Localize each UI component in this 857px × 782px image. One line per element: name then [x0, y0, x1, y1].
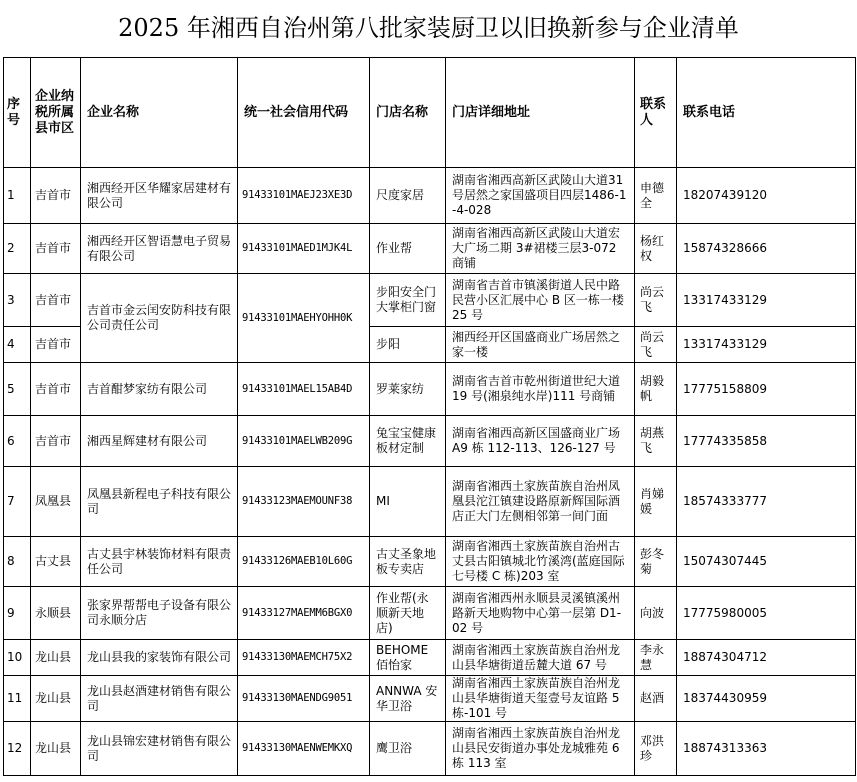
table-row — [4, 363, 856, 416]
county-cell: 凤凰县 — [31, 467, 81, 537]
store-cell: 古丈圣象地板专卖店 — [370, 537, 446, 587]
header-code: 统一社会信用代码 — [238, 58, 370, 168]
table-row — [4, 416, 856, 467]
table-row — [4, 676, 856, 722]
address-cell: 湖南省湘西高新区武陵山大道31号居然之家国盛项目四层1486-1-4-028 — [446, 168, 635, 224]
contact-cell: 尚云飞 — [635, 274, 677, 327]
address-cell: 湖南省吉首市乾州街道世纪大道 19 号(湘泉纯水岸)111 号商铺 — [446, 363, 635, 416]
phone-cell: 15874328666 — [677, 224, 856, 274]
contact-cell: 彭冬菊 — [635, 537, 677, 587]
store-cell: 作业帮 — [370, 224, 446, 274]
address-cell: 湘西经开区国盛商业广场居然之家一楼 — [446, 327, 635, 363]
header-row — [4, 58, 856, 168]
county-cell: 吉首市 — [31, 168, 81, 224]
seq-cell: 9 — [4, 587, 31, 640]
seq-cell: 8 — [4, 537, 31, 587]
phone-cell: 18574333777 — [677, 467, 856, 537]
store-cell: 步阳 — [370, 327, 446, 363]
company-cell: 湘西星辉建材有限公司 — [81, 416, 238, 467]
store-cell: 罗莱家纺 — [370, 363, 446, 416]
code-cell: 91433127MAEMM6BGX0 — [238, 587, 370, 640]
store-cell: 鹰卫浴 — [370, 722, 446, 776]
header-county: 企业纳税所属县市区 — [31, 58, 81, 168]
company-cell: 张家界帮帮电子设备有限公司永顺分店 — [81, 587, 238, 640]
seq-cell: 4 — [4, 327, 31, 363]
phone-cell: 17775980005 — [677, 587, 856, 640]
county-cell: 吉首市 — [31, 363, 81, 416]
contact-cell: 肖娣媛 — [635, 467, 677, 537]
phone-cell: 18874304712 — [677, 640, 856, 676]
phone-cell: 17774335858 — [677, 416, 856, 467]
seq-cell: 11 — [4, 676, 31, 722]
county-cell: 古丈县 — [31, 537, 81, 587]
company-cell: 龙山县锦宏建材销售有限公司 — [81, 722, 238, 776]
code-cell: 91433101MAEJ23XE3D — [238, 168, 370, 224]
seq-cell: 2 — [4, 224, 31, 274]
table-row — [4, 224, 856, 274]
table-row — [4, 274, 856, 327]
store-cell: 步阳安全门大掌柜门窗 — [370, 274, 446, 327]
seq-cell: 7 — [4, 467, 31, 537]
address-cell: 湖南省湘西高新区武陵山大道宏大广场二期 3#裙楼三层3-072 商铺 — [446, 224, 635, 274]
contact-cell: 胡毅帆 — [635, 363, 677, 416]
table-row — [4, 467, 856, 537]
contact-cell: 邓洪珍 — [635, 722, 677, 776]
company-cell: 吉首酣梦家纺有限公司 — [81, 363, 238, 416]
seq-cell: 10 — [4, 640, 31, 676]
address-cell: 湖南省湘西土家族苗族自治州龙山县民安街道办事处龙城雅苑 6 栋 113 室 — [446, 722, 635, 776]
company-cell: 湘西经开区华耀家居建材有限公司 — [81, 168, 238, 224]
seq-cell: 3 — [4, 274, 31, 327]
county-cell: 吉首市 — [31, 274, 81, 327]
phone-cell: 13317433129 — [677, 274, 856, 327]
county-cell: 吉首市 — [31, 224, 81, 274]
company-cell: 湘西经开区智语慧电子贸易有限公司 — [81, 224, 238, 274]
company-cell: 古丈县宇林装饰材料有限责任公司 — [81, 537, 238, 587]
contact-cell: 杨红权 — [635, 224, 677, 274]
seq-cell: 6 — [4, 416, 31, 467]
code-cell: 91433101MAED1MJK4L — [238, 224, 370, 274]
county-cell: 吉首市 — [31, 327, 81, 363]
contact-cell: 赵酒 — [635, 676, 677, 722]
store-cell: BEHOME 佰怡家 — [370, 640, 446, 676]
address-cell: 湖南省湘西土家族苗族自治州龙山县华塘街道岳麓大道 67 号 — [446, 640, 635, 676]
phone-cell: 18207439120 — [677, 168, 856, 224]
store-cell: ANNWA 安华卫浴 — [370, 676, 446, 722]
store-cell: 尺度家居 — [370, 168, 446, 224]
header-store: 门店名称 — [370, 58, 446, 168]
page-title: 2025 年湘西自治州第八批家装厨卫以旧换新参与企业清单 — [118, 14, 739, 42]
contact-cell: 申德全 — [635, 168, 677, 224]
contact-cell: 李永慧 — [635, 640, 677, 676]
code-cell: 91433123MAEMOUNF38 — [238, 467, 370, 537]
company-cell: 龙山县赵酒建材销售有限公司 — [81, 676, 238, 722]
enterprise-table — [3, 57, 856, 776]
phone-cell: 15074307445 — [677, 537, 856, 587]
table-row — [4, 168, 856, 224]
code-cell: 91433130MAEMCH75X2 — [238, 640, 370, 676]
company-cell: 凤凰县新程电子科技有限公司 — [81, 467, 238, 537]
store-cell: 作业帮(永顺新天地店) — [370, 587, 446, 640]
code-cell: 91433101MAEL15AB4D — [238, 363, 370, 416]
seq-cell: 5 — [4, 363, 31, 416]
contact-cell: 尚云飞 — [635, 327, 677, 363]
header-phone: 联系电话 — [677, 58, 856, 168]
county-cell: 吉首市 — [31, 416, 81, 467]
store-cell: 兔宝宝健康板材定制 — [370, 416, 446, 467]
store-cell: MI — [370, 467, 446, 537]
address-cell: 湖南省湘西高新区国盛商业广场 A9 栋 112-113、126-127 号 — [446, 416, 635, 467]
contact-cell: 胡燕飞 — [635, 416, 677, 467]
table-row — [4, 722, 856, 776]
address-cell: 湖南省湘西土家族苗族自治州龙山县华塘街道天玺壹号友谊路 5 栋-101 号 — [446, 676, 635, 722]
header-address: 门店详细地址 — [446, 58, 635, 168]
county-cell: 龙山县 — [31, 676, 81, 722]
company-cell: 龙山县我的家装饰有限公司 — [81, 640, 238, 676]
address-cell: 湖南省湘西州永顺县灵溪镇溪州路新天地购物中心第一层第 D1-02 号 — [446, 587, 635, 640]
code-cell: 91433130MAENDG9051 — [238, 676, 370, 722]
contact-cell: 向波 — [635, 587, 677, 640]
phone-cell: 17775158809 — [677, 363, 856, 416]
address-cell: 湖南省湘西土家族苗族自治州凤凰县沱江镇建设路原新辉国际酒店正大门左侧相邻第一间门面 — [446, 467, 635, 537]
county-cell: 永顺县 — [31, 587, 81, 640]
address-cell: 湖南省吉首市镇溪街道人民中路民营小区汇展中心 B 区一栋一楼 25 号 — [446, 274, 635, 327]
company-cell: 吉首市金云闰安防科技有限公司责任公司 — [81, 274, 238, 363]
header-seq: 序号 — [4, 58, 31, 168]
table-row — [4, 640, 856, 676]
code-cell: 91433126MAEB10L60G — [238, 537, 370, 587]
code-cell: 91433130MAENWEMKXQ — [238, 722, 370, 776]
header-company: 企业名称 — [81, 58, 238, 168]
phone-cell: 18374430959 — [677, 676, 856, 722]
code-cell: 91433101MAELWB209G — [238, 416, 370, 467]
table-row — [4, 587, 856, 640]
table-row — [4, 537, 856, 587]
address-cell: 湖南省湘西土家族苗族自治州古丈县古阳镇城北竹溪湾(蓝庭国际七号楼 C 栋)203 室 — [446, 537, 635, 587]
phone-cell: 18874313363 — [677, 722, 856, 776]
county-cell: 龙山县 — [31, 640, 81, 676]
code-cell: 91433101MAEHYOHH0K — [238, 274, 370, 363]
seq-cell: 1 — [4, 168, 31, 224]
header-contact: 联系人 — [635, 58, 677, 168]
seq-cell: 12 — [4, 722, 31, 776]
phone-cell: 13317433129 — [677, 327, 856, 363]
county-cell: 龙山县 — [31, 722, 81, 776]
